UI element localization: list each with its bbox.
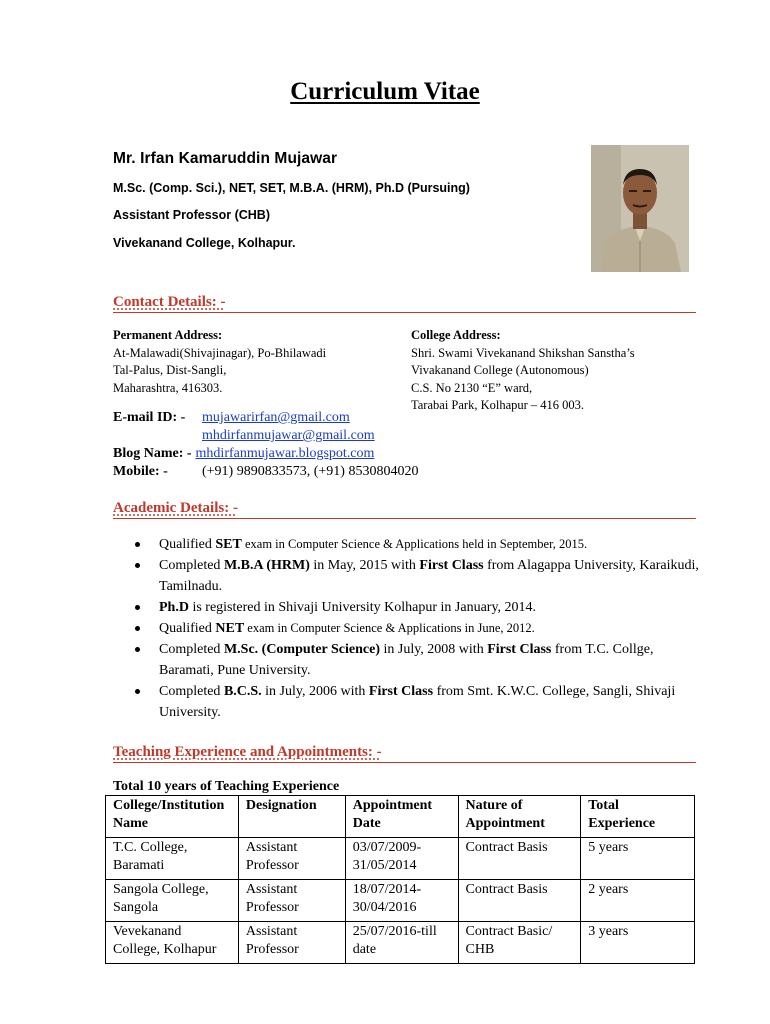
experience-table <box>105 795 695 964</box>
academic-list <box>113 534 703 723</box>
academic-item: Completed B.C.S. in July, 2006 with First Class from Smt. K.W.C. College, Sangli, Shivaji University. <box>113 681 703 723</box>
table-row <box>106 880 695 922</box>
academic-details-heading: Academic Details: - <box>113 500 696 519</box>
table-cell: Contract Basic/ CHB <box>458 922 581 964</box>
academic-item: Completed M.B.A (HRM) in May, 2015 with First Class from Alagappa University, Karaikudi, Tamilnadu. <box>113 555 703 597</box>
college-name: Vivekanand College, Kolhapur. <box>113 236 296 250</box>
academic-item: Ph.D is registered in Shivaji University Kolhapur in January, 2014. <box>113 597 703 618</box>
table-cell: 18/07/2014-30/04/2016 <box>345 880 458 922</box>
table-cell: Assistant Professor <box>238 838 345 880</box>
college-address-label: College Address: <box>411 328 501 342</box>
blog-link[interactable]: mhdirfanmujawar.blogspot.com <box>195 446 375 461</box>
address-line: Tarabai Park, Kolhapur – 416 003. <box>411 398 585 412</box>
designation: Assistant Professor (CHB) <box>113 208 270 222</box>
qualifications: M.Sc. (Comp. Sci.), NET, SET, M.B.A. (HRM), Ph.D (Pursuing) <box>113 181 470 195</box>
table-row <box>106 922 695 964</box>
table-header-row <box>106 796 695 838</box>
table-cell: 3 years <box>581 922 695 964</box>
table-cell: Contract Basis <box>458 880 581 922</box>
address-line: Shri. Swami Vivekanand Shikshan Sanstha’s <box>411 345 635 360</box>
address-line: Maharashtra, 416303. <box>113 380 223 395</box>
table-cell: Vevekanand College, Kolhapur <box>106 922 239 964</box>
table-cell: Assistant Professor <box>238 880 345 922</box>
column-header: Appointment Date <box>345 796 458 838</box>
email-label: E-mail ID: - <box>113 410 186 425</box>
permanent-address <box>113 327 326 397</box>
table-cell: 2 years <box>581 880 695 922</box>
address-line: C.S. No 2130 “E” ward, <box>411 380 533 395</box>
address-line: At-Malawadi(Shivajinagar), Po-Bhilawadi <box>113 345 327 360</box>
column-header: Total Experience <box>581 796 695 838</box>
table-cell: Sangola College, Sangola <box>106 880 239 922</box>
address-line: Tal-Palus, Dist-Sangli, <box>113 363 227 377</box>
candidate-name: Mr. Irfan Kamaruddin Mujawar <box>113 150 338 167</box>
table-cell: 25/07/2016-till date <box>345 922 458 964</box>
total-experience: Total 10 years of Teaching Experience <box>113 779 340 794</box>
table-cell: 03/07/2009-31/05/2014 <box>345 838 458 880</box>
address-line: Vivakanand College (Autonomous) <box>411 363 589 377</box>
email-link-secondary[interactable]: mhdirfanmujawar@gmail.com <box>202 428 375 443</box>
mobile-numbers: (+91) 9890833573, (+91) 8530804020 <box>202 464 419 479</box>
table-row <box>106 838 695 880</box>
column-header: Designation <box>238 796 345 838</box>
contact-details-heading: Contact Details: - <box>113 294 696 313</box>
college-address <box>411 327 635 415</box>
email-link-primary[interactable]: mujawarirfan@gmail.com <box>202 410 350 425</box>
profile-photo <box>591 145 689 272</box>
blog-label: Blog Name: - <box>113 446 192 461</box>
table-cell: Assistant Professor <box>238 922 345 964</box>
academic-item: Completed M.Sc. (Computer Science) in July, 2008 with First Class from T.C. Collge, Baramati, Pune University. <box>113 639 703 681</box>
teaching-experience-heading: Teaching Experience and Appointments: - <box>113 744 696 763</box>
table-cell: 5 years <box>581 838 695 880</box>
cv-title: Curriculum Vitae <box>290 78 480 105</box>
academic-item: Qualified NET exam in Computer Science & Applications in June, 2012. <box>113 618 703 639</box>
mobile-label: Mobile: - <box>113 464 168 479</box>
column-header: College/Institution Name <box>106 796 239 838</box>
column-header: Nature of Appointment <box>458 796 581 838</box>
table-cell: Contract Basis <box>458 838 581 880</box>
academic-item: Qualified SET exam in Computer Science & Applications held in September, 2015. <box>113 534 703 555</box>
permanent-address-label: Permanent Address: <box>113 328 223 342</box>
contact-block <box>113 409 418 481</box>
table-cell: T.C. College, Baramati <box>106 838 239 880</box>
